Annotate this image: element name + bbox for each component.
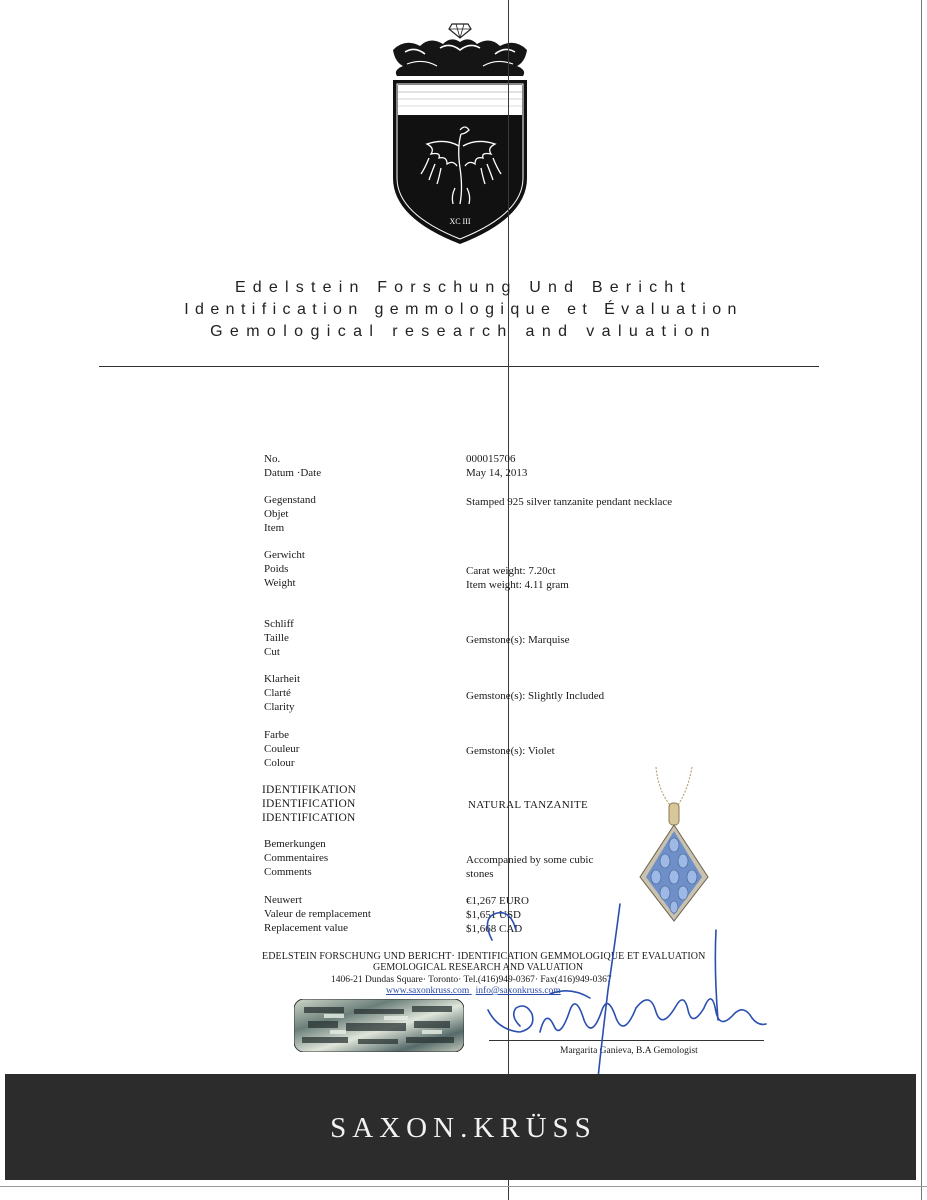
header-german: Edelstein Forschung Und Bericht	[234, 279, 693, 296]
value-usd: $1,651 USD	[466, 909, 522, 921]
hologram-seal-icon	[294, 999, 464, 1052]
identification-labels: IDENTIFIKATION IDENTIFICATION IDENTIFICATION	[262, 784, 357, 824]
item-value: Stamped 925 silver tanzanite pendant necklace	[466, 496, 673, 508]
footer-subtitle: GEMOLOGICAL RESEARCH AND VALUATION	[373, 962, 584, 973]
identification-value: NATURAL TANZANITE	[468, 799, 589, 811]
weight-labels: Gerwicht Poids Weight	[264, 549, 305, 589]
header-english: Gemological research and valuation	[210, 323, 717, 340]
svg-text:XC III: XC III	[449, 217, 471, 226]
brand-logo: SAXON.KRÜSS	[330, 1112, 597, 1144]
clarity-labels: Klarheit Clarté Clarity	[264, 673, 301, 713]
cut-labels: Schliff Taille Cut	[264, 618, 294, 658]
replacement-labels: Neuwert Valeur de remplacement Replacement value	[264, 894, 371, 934]
comments-value: Accompanied by some cubic stones	[466, 854, 594, 880]
signatory-name: Margarita Ganieva, B.A Gemologist	[560, 1046, 698, 1056]
clarity-value: Gemstone(s): Slightly Included	[466, 690, 605, 702]
weight-values: Carat weight: 7.20ct Item weight: 4.11 gram	[466, 565, 569, 591]
handwritten-signature	[480, 890, 770, 1080]
certificate-number: 000015706	[466, 453, 516, 465]
page-edge	[921, 0, 922, 1200]
website-link[interactable]: www.saxonkruss.com	[386, 986, 470, 996]
footer-institute-line: EDELSTEIN FORSCHUNG UND BERICHT· IDENTIFICATION GEMMOLOGIQUE ET EVALUATION	[262, 951, 706, 962]
header-french: Identification gemmologique et Évaluation	[184, 301, 743, 318]
colour-labels: Farbe Couleur Colour	[264, 729, 300, 769]
bottom-divider	[0, 1186, 927, 1187]
eagle-shield-crest-icon	[385, 18, 535, 248]
header-divider	[99, 366, 819, 367]
item-labels: Gegenstand Objet Item	[264, 494, 316, 534]
cut-value: Gemstone(s): Marquise	[466, 634, 570, 646]
comments-labels: Bemerkungen Commentaires Comments	[264, 838, 329, 878]
email-link[interactable]: info@saxonkruss.com	[475, 986, 561, 996]
number-date-labels: No. Datum ·Date	[264, 453, 322, 479]
number-date-values	[466, 452, 527, 480]
footer-address: 1406-21 Dundas Square· Toronto· Tel.(416)949-0367· Fax(416)949-0367	[331, 975, 612, 985]
value-cad: $1,668 CAD	[466, 923, 523, 935]
value-euro: €1,267 EURO	[466, 895, 529, 907]
colour-value: Gemstone(s): Violet	[466, 745, 555, 757]
certificate-date: May 14, 2013	[466, 467, 528, 479]
